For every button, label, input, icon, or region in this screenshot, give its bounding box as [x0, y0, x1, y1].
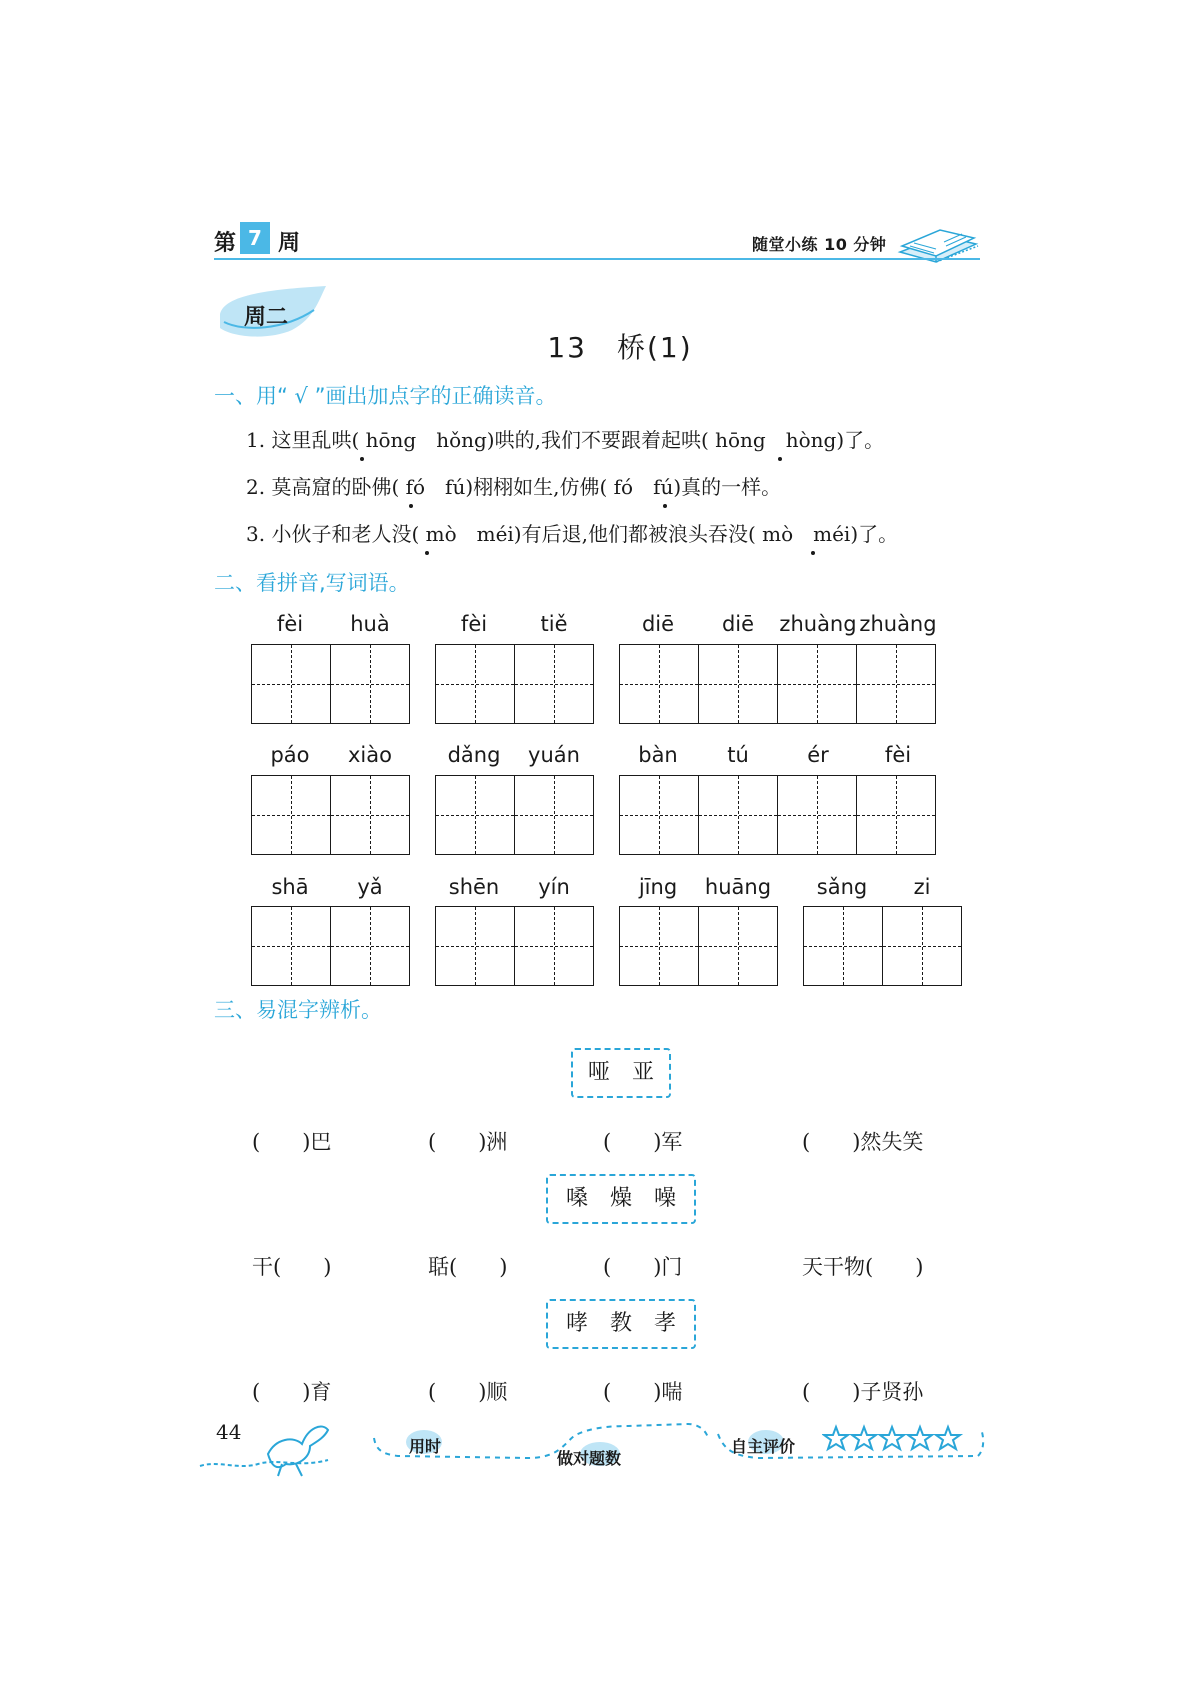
writing-grid[interactable]	[251, 775, 410, 855]
pinyin-label: ér	[807, 743, 829, 767]
pinyin-label: shēn	[448, 875, 500, 899]
week-suffix: 周	[278, 231, 301, 256]
pinyin-label: huāng	[704, 875, 772, 899]
horse-illustration-icon	[198, 1408, 338, 1480]
emphasis-dot	[778, 457, 782, 461]
self-eval-label: 自主评价	[731, 1437, 796, 1456]
pinyin-label: shā	[271, 875, 309, 899]
week-number: 7	[240, 222, 270, 254]
section-2-title: 二、看拼音,写词语。	[214, 571, 410, 595]
fill-blank-item[interactable]: ( )巴	[252, 1130, 332, 1154]
pinyin-label: zhuàng	[779, 612, 857, 636]
question-3: 3. 小伙子和老人没( mò méi)有后退,他们都被浪头吞没( mò méi)了。	[246, 522, 899, 546]
pinyin-label: fèi	[884, 743, 912, 767]
pinyin-label: xiào	[348, 743, 392, 767]
fill-blank-item[interactable]: ( )门	[603, 1255, 683, 1279]
lesson-title: 13 桥(1)	[547, 331, 693, 364]
pinyin-label: zhuàng	[859, 612, 937, 636]
fill-blank-item[interactable]: 干( )	[252, 1255, 332, 1279]
writing-grid[interactable]	[435, 644, 594, 724]
fill-blank-item[interactable]: ( )育	[252, 1380, 332, 1404]
writing-grid[interactable]	[435, 906, 594, 986]
char-group-box: 哑 亚	[571, 1048, 671, 1098]
header-right-text: 随堂小练 10 分钟	[752, 235, 887, 254]
writing-grid[interactable]	[435, 775, 594, 855]
emphasis-dot	[425, 551, 429, 555]
writing-grid[interactable]	[619, 906, 778, 986]
fill-blank-item[interactable]: ( )喘	[603, 1380, 683, 1404]
fill-blank-item[interactable]: ( )洲	[428, 1130, 508, 1154]
star-icon	[908, 1427, 932, 1449]
char-group-box: 嗓 燥 噪	[546, 1174, 696, 1224]
star-icon	[852, 1427, 876, 1449]
day-label: 周二	[244, 305, 289, 330]
pinyin-label: fèi	[460, 612, 488, 636]
fill-blank-item[interactable]: ( )然失笑	[802, 1130, 924, 1154]
writing-grid[interactable]	[619, 644, 936, 724]
emphasis-dot	[663, 504, 667, 508]
question-2: 2. 莫高窟的卧佛( fó fú)栩栩如生,仿佛( fó fú)真的一样。	[246, 475, 782, 499]
char-group-box: 哮 教 孝	[546, 1299, 696, 1349]
pinyin-label: yín	[538, 875, 570, 899]
pinyin-label: diē	[641, 612, 675, 636]
star-icon	[880, 1427, 904, 1449]
header-divider	[214, 258, 980, 260]
pinyin-label: jīng	[638, 875, 678, 899]
pinyin-label: yuán	[528, 743, 580, 767]
section-1-title: 一、用“ √ ”画出加点字的正确读音。	[214, 384, 557, 408]
question-1: 1. 这里乱哄( hōng hǒng)哄的,我们不要跟着起哄( hōng hòng)了。	[246, 428, 885, 452]
correct-count-label: 做对题数	[557, 1449, 622, 1468]
star-icon	[936, 1427, 960, 1449]
pinyin-label: bàn	[638, 743, 678, 767]
pinyin-label: diē	[721, 612, 755, 636]
pinyin-label: tiě	[540, 612, 568, 636]
emphasis-dot	[409, 504, 413, 508]
pinyin-label: dǎng	[447, 743, 501, 767]
pinyin-label: sǎng	[816, 875, 868, 899]
writing-grid[interactable]	[803, 906, 962, 986]
pinyin-label: yǎ	[357, 875, 383, 899]
emphasis-dot	[811, 551, 815, 555]
writing-grid[interactable]	[619, 775, 936, 855]
time-label: 用时	[409, 1437, 442, 1456]
pinyin-label: zi	[913, 875, 931, 899]
fill-blank-item[interactable]: 聒( )	[428, 1255, 508, 1279]
writing-grid[interactable]	[251, 644, 410, 724]
pinyin-label: tú	[727, 743, 749, 767]
rating-stars[interactable]	[822, 1424, 972, 1454]
page-number: 44	[216, 1420, 242, 1444]
book-icon	[896, 222, 982, 270]
pinyin-label: fèi	[276, 612, 304, 636]
pinyin-label: huà	[350, 612, 390, 636]
fill-blank-item[interactable]: 天干物( )	[802, 1255, 924, 1279]
emphasis-dot	[360, 457, 364, 461]
fill-blank-item[interactable]: ( )军	[603, 1130, 683, 1154]
writing-grid[interactable]	[251, 906, 410, 986]
section-3-title: 三、易混字辨析。	[214, 998, 382, 1022]
fill-blank-item[interactable]: ( )顺	[428, 1380, 508, 1404]
fill-blank-item[interactable]: ( )子贤孙	[802, 1380, 924, 1404]
star-icon	[824, 1427, 848, 1449]
week-prefix: 第	[214, 231, 237, 256]
pinyin-label: páo	[270, 743, 310, 767]
